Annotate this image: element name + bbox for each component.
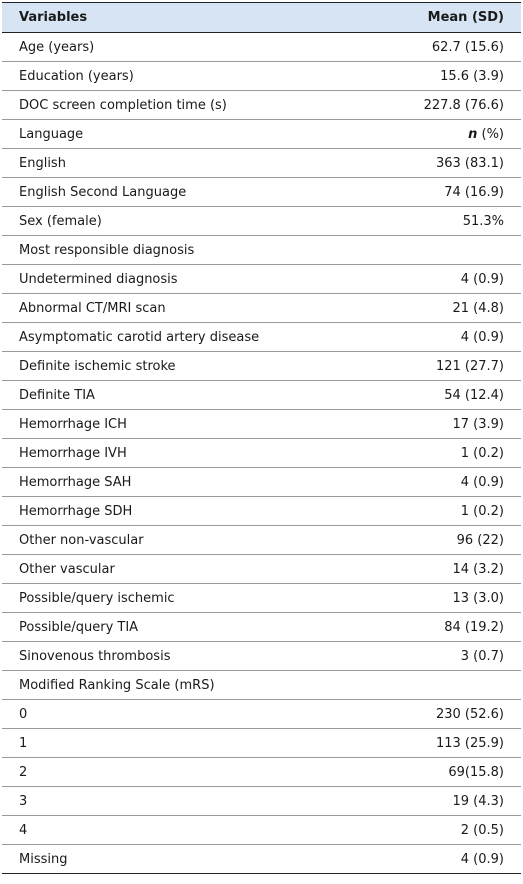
row-value: 51.3% — [392, 207, 521, 236]
table-row — [2, 468, 521, 497]
row-value: 62.7 (15.6) — [392, 33, 521, 62]
demographics-table — [2, 2, 521, 874]
row-label: Missing — [2, 845, 392, 874]
table-row — [2, 381, 521, 410]
table-row — [2, 642, 521, 671]
table-row — [2, 236, 521, 265]
table-row — [2, 294, 521, 323]
row-label: 2 — [2, 758, 392, 787]
row-value: 4 (0.9) — [392, 845, 521, 874]
row-label: 0 — [2, 700, 392, 729]
row-value: 4 (0.9) — [392, 468, 521, 497]
table-row — [2, 787, 521, 816]
row-value: 54 (12.4) — [392, 381, 521, 410]
row-label: Other non-vascular — [2, 526, 392, 555]
row-value: 363 (83.1) — [392, 149, 521, 178]
header-variables: Variables — [2, 3, 392, 33]
row-value — [392, 236, 521, 265]
header-row — [2, 3, 521, 33]
row-value: 15.6 (3.9) — [392, 62, 521, 91]
table-row — [2, 758, 521, 787]
table-row — [2, 439, 521, 468]
percent-symbol: (%) — [477, 126, 504, 142]
row-value: 13 (3.0) — [392, 584, 521, 613]
row-label: English — [2, 149, 392, 178]
row-value: 14 (3.2) — [392, 555, 521, 584]
row-value: 84 (19.2) — [392, 613, 521, 642]
row-value: 4 (0.9) — [392, 323, 521, 352]
row-value: 21 (4.8) — [392, 294, 521, 323]
row-label: Modified Ranking Scale (mRS) — [2, 671, 392, 700]
table-row — [2, 323, 521, 352]
row-label: Asymptomatic carotid artery disease — [2, 323, 392, 352]
table-row — [2, 91, 521, 120]
row-label: 3 — [2, 787, 392, 816]
row-label: Sinovenous thrombosis — [2, 642, 392, 671]
table-row — [2, 178, 521, 207]
n-symbol: n — [468, 126, 478, 142]
row-label: Undetermined diagnosis — [2, 265, 392, 294]
row-label: Age (years) — [2, 33, 392, 62]
row-label: Hemorrhage IVH — [2, 439, 392, 468]
row-label: Most responsible diagnosis — [2, 236, 392, 265]
row-label: Definite TIA — [2, 381, 392, 410]
table-row — [2, 265, 521, 294]
row-value: 4 (0.9) — [392, 265, 521, 294]
row-value: 19 (4.3) — [392, 787, 521, 816]
table-row — [2, 120, 521, 149]
table-row — [2, 671, 521, 700]
row-label: Possible/query TIA — [2, 613, 392, 642]
table-row — [2, 352, 521, 381]
row-label: Other vascular — [2, 555, 392, 584]
row-label: Hemorrhage SDH — [2, 497, 392, 526]
row-value: 121 (27.7) — [392, 352, 521, 381]
table-row — [2, 207, 521, 236]
row-value: 69(15.8) — [392, 758, 521, 787]
table-row — [2, 526, 521, 555]
row-value: 74 (16.9) — [392, 178, 521, 207]
row-label: Abnormal CT/MRI scan — [2, 294, 392, 323]
table-row — [2, 700, 521, 729]
row-value: 3 (0.7) — [392, 642, 521, 671]
row-label: Education (years) — [2, 62, 392, 91]
row-value: 227.8 (76.6) — [392, 91, 521, 120]
row-value: 1 (0.2) — [392, 497, 521, 526]
row-label: Language — [2, 120, 392, 149]
table-row — [2, 555, 521, 584]
row-value — [392, 671, 521, 700]
row-label: Possible/query ischemic — [2, 584, 392, 613]
row-value: 113 (25.9) — [392, 729, 521, 758]
table-row — [2, 729, 521, 758]
row-value: 230 (52.6) — [392, 700, 521, 729]
table-row — [2, 845, 521, 874]
row-value: 1 (0.2) — [392, 439, 521, 468]
table-header — [2, 3, 521, 33]
row-label: 4 — [2, 816, 392, 845]
row-label: English Second Language — [2, 178, 392, 207]
row-label: Definite ischemic stroke — [2, 352, 392, 381]
row-label: Hemorrhage ICH — [2, 410, 392, 439]
table-row — [2, 497, 521, 526]
table-row — [2, 410, 521, 439]
row-value: 17 (3.9) — [392, 410, 521, 439]
table-row — [2, 613, 521, 642]
table-row — [2, 816, 521, 845]
row-value: 2 (0.5) — [392, 816, 521, 845]
table-row — [2, 62, 521, 91]
row-label: Sex (female) — [2, 207, 392, 236]
header-mean-sd: Mean (SD) — [392, 3, 521, 33]
table-body — [2, 33, 521, 874]
row-label: Hemorrhage SAH — [2, 468, 392, 497]
table-row — [2, 149, 521, 178]
row-value: 96 (22) — [392, 526, 521, 555]
table-row — [2, 584, 521, 613]
row-value — [392, 120, 521, 149]
row-label: DOC screen completion time (s) — [2, 91, 392, 120]
table-row — [2, 33, 521, 62]
row-label: 1 — [2, 729, 392, 758]
